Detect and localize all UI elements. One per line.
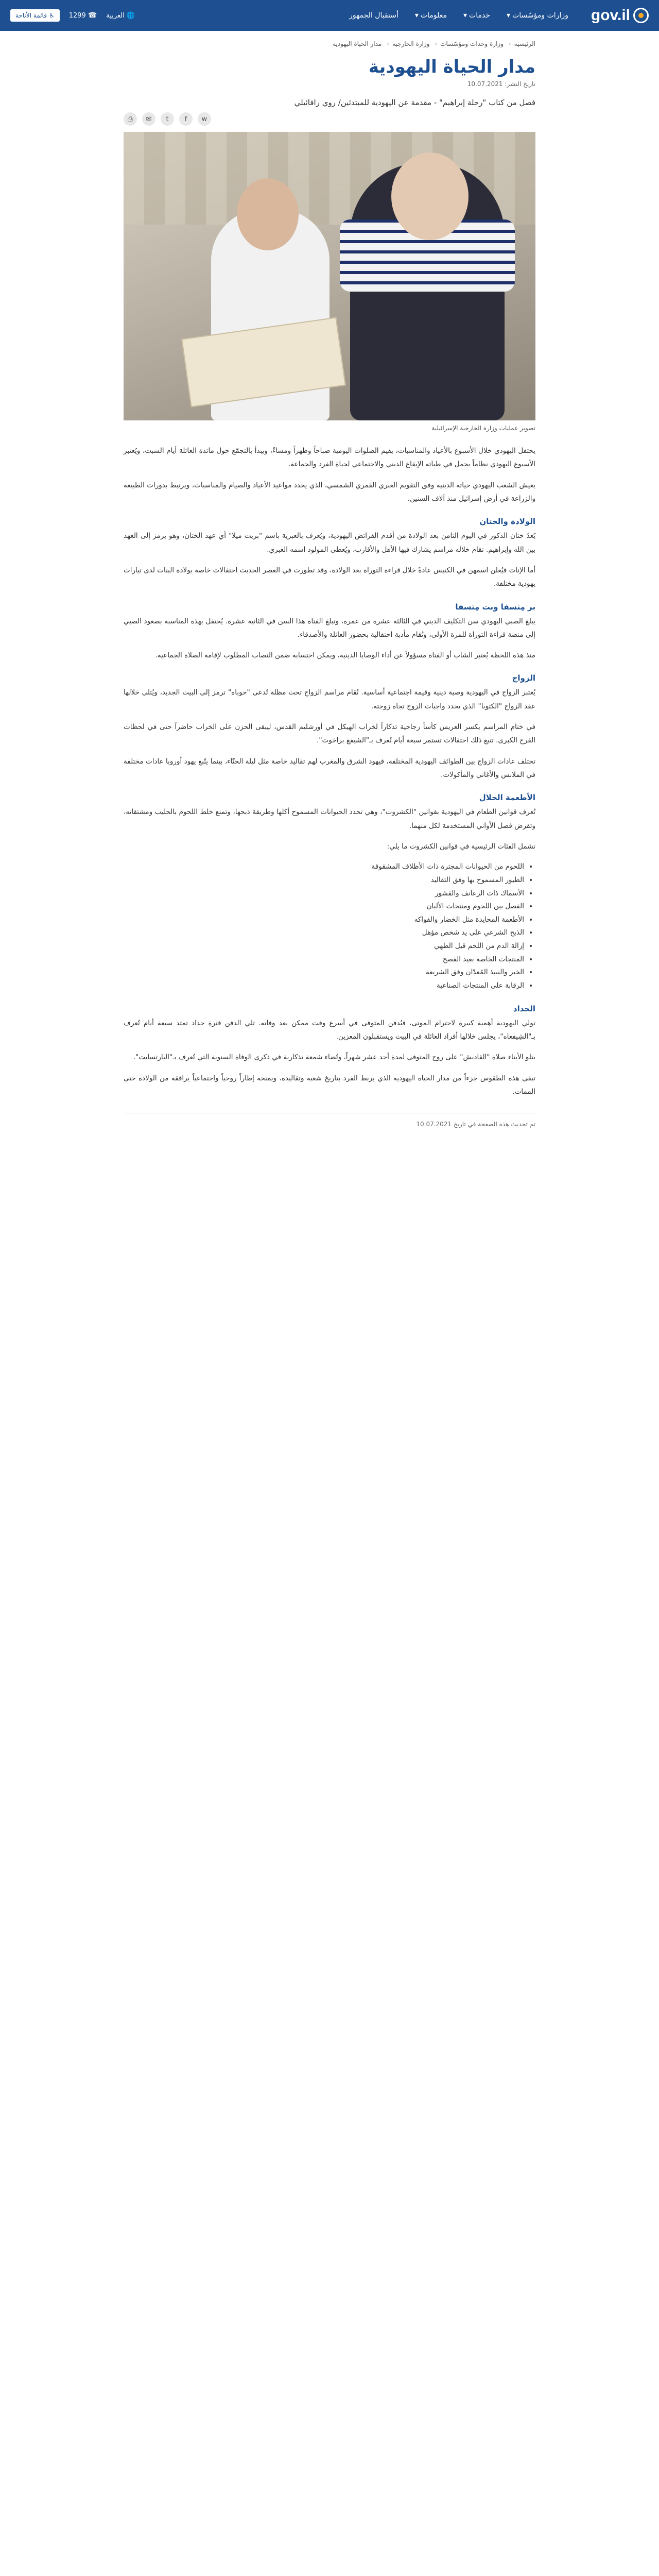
main-nav: [342, 0, 576, 31]
breadcrumb-item[interactable]: وزارة وحدات ومؤسّسات: [440, 40, 504, 47]
chevron-down-icon: ▾: [414, 11, 419, 20]
main-content: [0, 57, 659, 1128]
language-selector[interactable]: [106, 12, 135, 20]
article-body: [124, 444, 535, 1098]
page-title: مدار الحياة اليهودية: [368, 57, 535, 77]
paragraph: تشمل الفئات الرئيسية في قوانين الكشروت ما يلي:: [387, 842, 535, 851]
phone-number: 1299: [68, 11, 86, 20]
paragraph: تولي اليهودية أهمية كبيرة لاحترام الموتى، فيُدفن المتوفى في أسرع وقت ممكن بعد وفاته. تلي الدفن فترة حداد تمتد سبعة أيام تُعرف بـ"الشِيفعاه"، يجلس خلالها أفراد العائلة في البيت ويستقبلون المعزين.: [124, 1019, 535, 1041]
whatsapp-icon[interactable]: w: [198, 112, 211, 126]
accessibility-icon: ♿: [48, 12, 55, 19]
photo-caption: تصوير عمليات وزارة الخارجية الإسرائيلية: [431, 425, 535, 432]
paragraph: يحتفل اليهودي خلال الأسبوع بالأعياد والمناسبات، يقيم الصلوات اليومية صباحاً وظهراً ومساءً، ويبدأ بالتجمّع حول مائدة العائلة أيام السبت، ويُعتبر الأسبوع اليهودي نظاماً يحمل في طياته الإيقاع الديني والاجتماعي لحياة الفرد والجماعة.: [124, 447, 535, 469]
language-label: العربية: [106, 11, 125, 20]
paragraph: يعيش الشعب اليهودي حياته الدينية وفق التقويم العبري القمري الشمسي، الذي يحدد مواعيد الأعياد والصيام والمناسبات، ويرتبط بدورات الطبيعة والزراعة في أرض إسرائيل منذ آلاف السنين.: [124, 481, 535, 503]
paragraph: تختلف عادات الزواج بين الطوائف اليهودية المختلفة، فيهود الشرق والمغرب لهم تقاليد خاصة مثل ليلة الحنّاء، بينما يتّبع يهود أوروبا عادات مختلفة في الملابس والأغاني والمأكولات.: [124, 757, 535, 779]
share-bar: [124, 112, 535, 126]
list-item: • المنتجات الخاصة بعيد الفصح: [124, 953, 524, 967]
section-heading: الحداد: [513, 1004, 535, 1013]
globe-icon: 🌐: [126, 11, 135, 20]
phone-icon: ☎: [88, 11, 97, 20]
nav-label: أستقبال الجمهور: [349, 11, 398, 20]
photo-figure-adult-head: [391, 152, 469, 240]
nav-item-info[interactable]: [408, 0, 454, 31]
twitter-icon[interactable]: t: [161, 112, 174, 126]
list-item: • الرقابة على المنتجات الصناعية: [124, 979, 524, 993]
list-item: • الفصل بين اللحوم ومنتجات الألبان: [124, 900, 524, 913]
list-item: • الأسماك ذات الزعانف والقشور: [124, 887, 524, 901]
section-heading: بر مِتسفا وبت مِتسفا: [455, 602, 535, 612]
print-icon[interactable]: ⎙: [124, 112, 137, 126]
section-heading: الأطعمة الحلال: [479, 793, 535, 803]
list-item: • الذبح الشرعي على يد شخص مؤهل: [124, 926, 524, 940]
nav-item-reception[interactable]: [342, 0, 406, 31]
photo-figure-child-head: [237, 178, 299, 250]
utility-bar: [10, 9, 135, 22]
section-heading: الولادة والختان: [479, 517, 535, 527]
publish-date: تاريخ النشر: 10.07.2021: [467, 80, 535, 88]
paragraph: يُعتبر الزواج في اليهودية وصية دينية وقيمة اجتماعية أساسية. تُقام مراسم الزواج تحت مظلة تُدعى "حوباه" ترمز إلى البيت الجديد، ويُتلى خلالها عقد الزواج "الكتوبا" الذي يحدد واجبات الزوج تجاه زوجته.: [124, 688, 535, 710]
paragraph: تبقى هذه الطقوس جزءاً من مدار الحياة اليهودية الذي يربط الفرد بتاريخ شعبه وتقاليده، ويمنحه إطاراً روحياً واجتماعياً يرافقه من الولادة حتى الممات.: [124, 1074, 535, 1096]
nav-item-services[interactable]: [456, 0, 497, 31]
list-item: • اللحوم من الحيوانات المجترة ذات الأظلاف المشقوقة: [124, 860, 524, 874]
nav-label: وزارات ومؤسّسات: [512, 11, 568, 20]
lead-text: فصل من كتاب "رحلة إبراهيم" - مقدمة عن اليهودية للمبتدئين/ روي رافائيلي: [294, 98, 535, 107]
list-item: • الأطعمة المحايدة مثل الخضار والفواكه: [124, 913, 524, 927]
list-item: • الطيور المسموح بها وفق التقاليد: [124, 874, 524, 887]
logo-icon: [633, 8, 649, 23]
paragraph: في ختام المراسم يكسر العريس كأساً زجاجية تذكاراً لخراب الهيكل في أورشليم القدس، ليبقى الحزن على الخراب حاضراً حتى في لحظات الفرح الكبرى. تتبع ذلك احتفالات تستمر سبعة أيام تُعرف بـ"الشيفع براخوت".: [124, 723, 535, 745]
phone-link[interactable]: [69, 11, 97, 20]
section-heading: الزواج: [512, 673, 535, 683]
chevron-down-icon: ▾: [506, 11, 511, 20]
breadcrumb-item-current: مدار الحياة اليهودية: [333, 40, 382, 47]
paragraph: تُعرف قوانين الطعام في اليهودية بقوانين "الكشروت"، وهي تحدد الحيوانات المسموح أكلها وطريقة ذبحها، وتمنع خلط اللحوم بالحليب ومشتقاته، وتفرض فصل الأواني المستخدمة لكل منهما.: [124, 808, 535, 830]
top-bar: [0, 0, 659, 31]
list-item: • الخبز والنبيذ المُعدّان وفق الشريعة: [124, 966, 524, 979]
nav-label: معلومات: [420, 11, 447, 20]
chevron-left-icon: ›: [387, 40, 389, 47]
chevron-down-icon: ▾: [463, 11, 467, 20]
list-item: • إزالة الدم من اللحم قبل الطهي: [124, 940, 524, 953]
chevron-left-icon: ›: [435, 40, 438, 47]
logo-text: gov.il: [591, 7, 630, 24]
hero-photo: [124, 132, 535, 420]
facebook-icon[interactable]: f: [179, 112, 193, 126]
last-updated: تم تحديث هذه الصفحة في تاريخ 10.07.2021: [124, 1113, 535, 1128]
paragraph: منذ هذه اللحظة يُعتبر الشاب أو الفتاة مسؤولاً عن أداء الوصايا الدينية، ويمكن احتسابه ضمن النصاب المطلوب لإقامة الصلاة الجماعية.: [155, 651, 535, 660]
email-icon[interactable]: ✉: [142, 112, 155, 126]
nav-item-ministries[interactable]: [499, 0, 576, 31]
accessibility-button[interactable]: [10, 9, 60, 22]
breadcrumb: [0, 31, 659, 47]
accessibility-label: قائمة الأتاحة: [15, 12, 47, 19]
paragraph: يتلو الأبناء صلاة "القاديش" على روح المتوفى لمدة أحد عشر شهراً، وتُضاء شمعة تذكارية في ذكرى الوفاة السنوية التي تُعرف بـ"اليارتسايت".: [133, 1053, 535, 1062]
kashrut-list: [124, 860, 535, 992]
breadcrumb-item[interactable]: وزارة الخارجية: [392, 40, 430, 47]
breadcrumb-item[interactable]: الرئيسية: [514, 40, 535, 47]
paragraph: أما الإناث فيُعلن اسمهن في الكنيس عادةً خلال قراءة التوراة بعد الولادة، وقد تطورت في العصر الحديث احتفالات خاصة بولادة البنات لدى تيارات يهودية مختلفة.: [124, 566, 535, 588]
nav-label: خدمات: [469, 11, 490, 20]
site-logo[interactable]: [591, 7, 649, 24]
paragraph: يبلغ الصبي اليهودي سن التكليف الديني في الثالثة عشرة من عمره، وتبلغ الفتاة هذا السن في الثانية عشرة. يُحتفل بهذه المناسبة بصعود الصبي إلى منصة قراءة التوراة للمرة الأولى، وتُقام مأدبة احتفالية بحضور العائلة والأصدقاء.: [124, 617, 535, 639]
chevron-left-icon: ›: [508, 40, 511, 47]
paragraph: يُعدّ ختان الذكور في اليوم الثامن بعد الولادة من أقدم الفرائض اليهودية، ويُعرف بالعبرية باسم "بريت ميلا" أي عهد الختان، وهو يرمز إلى العهد بين الله وإبراهيم. تقام خلاله مراسم يشارك فيها الأهل والأقارب، ويُعطى المولود اسمه العبري.: [124, 532, 535, 554]
